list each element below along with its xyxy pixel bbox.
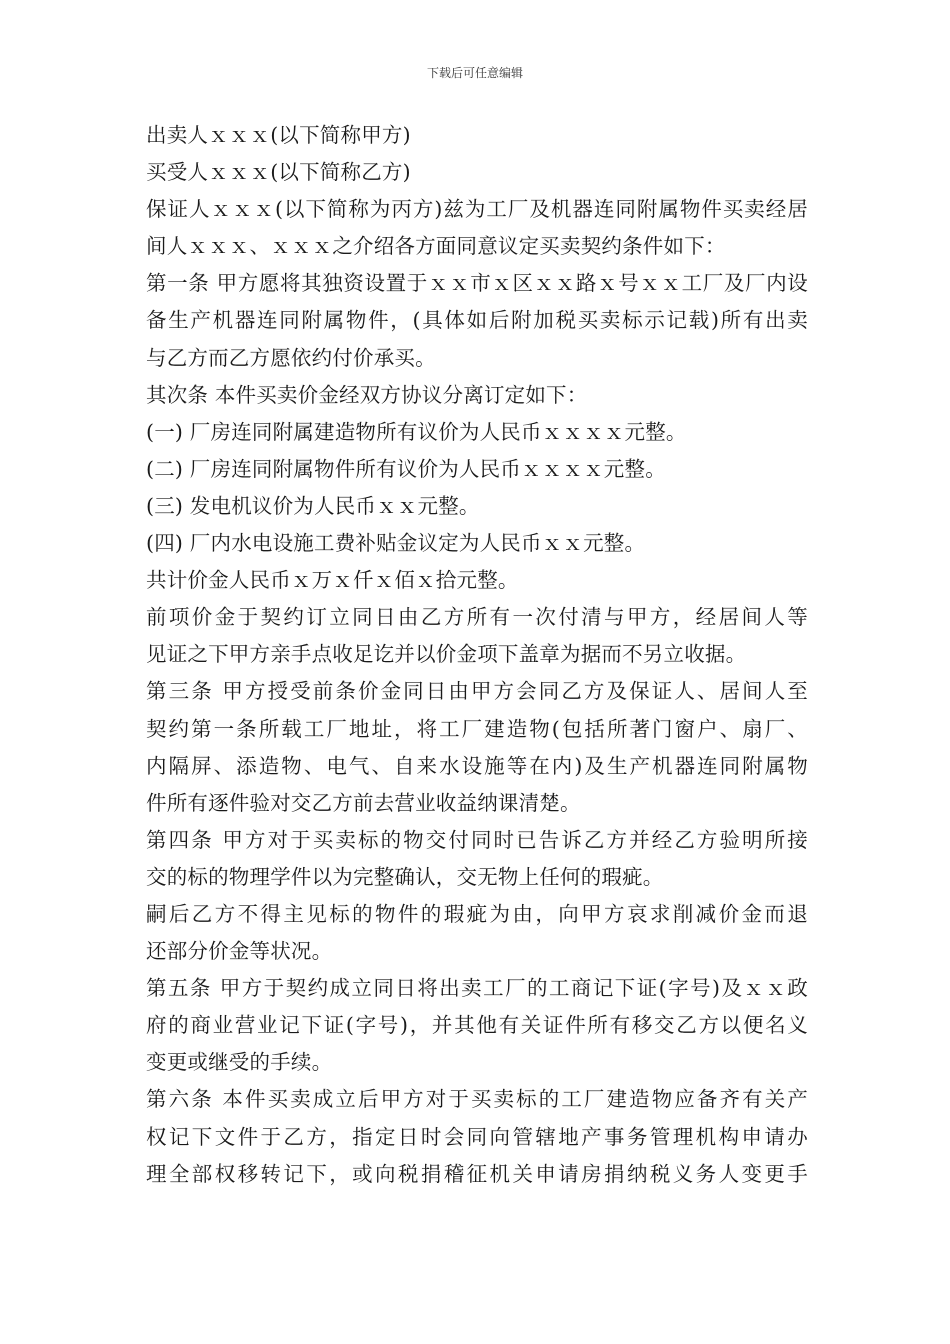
text-line: 买受人ｘｘｘ(以下简称乙方) bbox=[146, 160, 411, 185]
page-header: 下载后可任意编辑 bbox=[426, 66, 523, 80]
text-line: 契约第一条所载工厂地址，将工厂建造物(包括所著门窗户、扇厂、 bbox=[146, 716, 808, 741]
text-line: 理全部权移转记下，或向税捐稽征机关申请房捐纳税义务人变更手 bbox=[146, 1161, 808, 1186]
text-line: 间人ｘｘｘ、ｘｘｘ之介绍各方面同意议定买卖契约条件如下： bbox=[146, 234, 726, 259]
text-line: 嗣后乙方不得主见标的物件的瑕疵为由，向甲方哀求削减价金而退 bbox=[146, 901, 808, 926]
text-line: 保证人ｘｘｘ(以下简称为丙方)兹为工厂及机器连同附属物件买卖经居 bbox=[146, 197, 808, 222]
text-line: 出卖人ｘｘｘ(以下简称甲方) bbox=[146, 123, 411, 147]
text-line: 与乙方而乙方愿依约付价承买。 bbox=[146, 345, 436, 370]
text-line: (四) 厂内水电设施工费补贴金议定为人民币ｘｘ元整。 bbox=[146, 531, 646, 556]
text-line: 府的商业营业记下证(字号)，并其他有关证件所有移交乙方以便名义 bbox=[146, 1013, 808, 1038]
document-body bbox=[146, 117, 808, 1193]
text-line: 第三条 甲方授受前条价金同日由甲方会同乙方及保证人、居间人至 bbox=[146, 679, 808, 704]
text-line: 第五条 甲方于契约成立同日将出卖工厂的工商记下证(字号)及ｘｘ政 bbox=[146, 976, 808, 1001]
text-line: (二) 厂房连同附属物件所有议价为人民币ｘｘｘｘ元整。 bbox=[146, 456, 666, 481]
text-line: 件所有逐件验对交乙方前去营业收益纳课清楚。 bbox=[146, 790, 581, 815]
text-line: 内隔屏、添造物、电气、自来水设施等在内)及生产机器连同附属物 bbox=[146, 753, 808, 778]
text-line: (一) 厂房连同附属建造物所有议价为人民币ｘｘｘｘ元整。 bbox=[146, 419, 687, 444]
text-line: 其次条 本件买卖价金经双方协议分离订定如下： bbox=[146, 382, 588, 407]
text-line: 第一条 甲方愿将其独资设置于ｘｘ市ｘ区ｘｘ路ｘ号ｘｘ工厂及厂内设 bbox=[146, 271, 808, 296]
text-line: 第四条 甲方对于买卖标的物交付同时已告诉乙方并经乙方验明所接 bbox=[146, 827, 808, 852]
text-line: 变更或继受的手续。 bbox=[146, 1050, 333, 1075]
text-line: 第六条 本件买卖成立后甲方对于买卖标的工厂建造物应备齐有关产 bbox=[146, 1087, 808, 1112]
text-line: 备生产机器连同附属物件，(具体如后附加税买卖标示记载)所有出卖 bbox=[146, 308, 808, 333]
text-line: 交的标的物理学件以为完整确认，交无物上任何的瑕疵。 bbox=[146, 864, 664, 889]
text-line: 共计价金人民币ｘ万ｘ仟ｘ佰ｘ拾元整。 bbox=[146, 568, 519, 593]
text-line: 权记下文件于乙方，指定日时会同向管辖地产事务管理机构申请办 bbox=[146, 1124, 808, 1149]
text-line: (三) 发电机议价为人民币ｘｘ元整。 bbox=[146, 493, 480, 518]
text-line: 见证之下甲方亲手点收足讫并以价金项下盖章为据而不另立收据。 bbox=[146, 642, 747, 667]
text-line: 前项价金于契约订立同日由乙方所有一次付清与甲方，经居间人等 bbox=[146, 605, 808, 630]
text-line: 还部分价金等状况。 bbox=[146, 939, 333, 964]
